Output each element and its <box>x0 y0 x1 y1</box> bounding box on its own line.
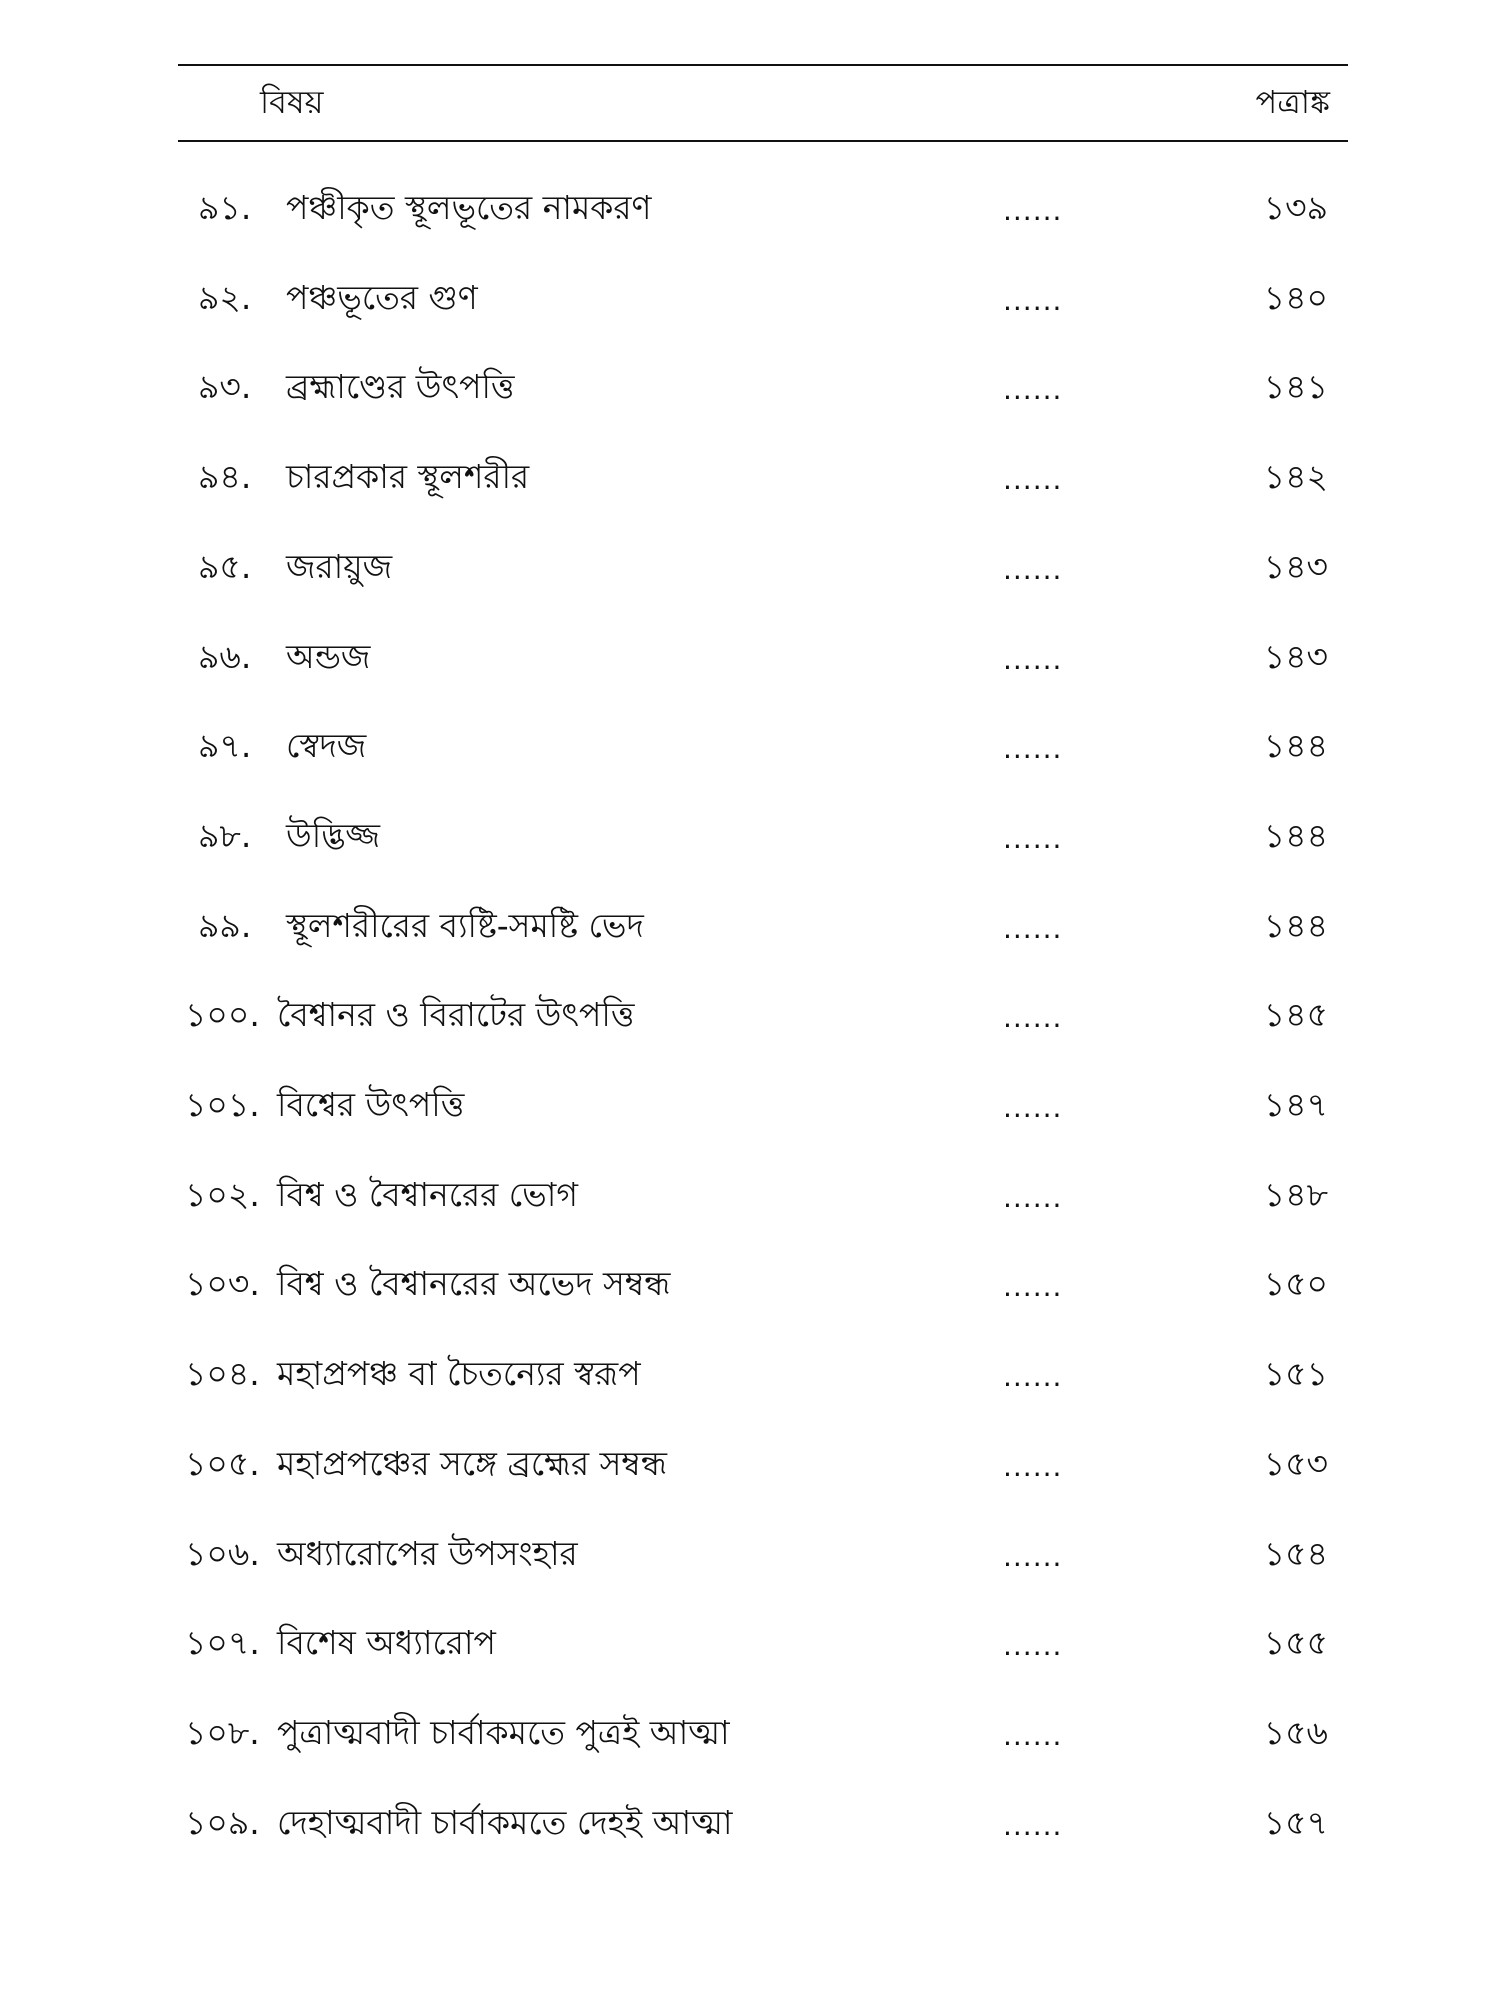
entry-page-number: ১৪৪ <box>1263 906 1328 945</box>
entry-number: ৯৯. <box>198 906 252 945</box>
toc-entry <box>0 1434 1500 1494</box>
entry-page-number: ১৪৮ <box>1263 1175 1328 1214</box>
toc-entry <box>0 447 1500 507</box>
entry-page-number: ১৫৫ <box>1263 1623 1328 1662</box>
toc-entry <box>0 1613 1500 1673</box>
entry-page-number: ১৫৭ <box>1263 1803 1328 1842</box>
entry-leader-dots: ...... <box>1003 463 1063 496</box>
entry-page-number: ১৪৭ <box>1263 1085 1328 1124</box>
entry-title: মহাপ্রপঞ্চ বা চৈতন্যের স্বরূপ <box>277 1354 641 1393</box>
toc-entry <box>0 1254 1500 1314</box>
entry-leader-dots: ...... <box>1003 1360 1063 1393</box>
toc-entry <box>0 1344 1500 1404</box>
entry-number: ১০২. <box>185 1175 260 1214</box>
entry-number: ৯৪. <box>198 457 252 496</box>
entry-leader-dots: ...... <box>1003 1629 1063 1662</box>
toc-entry <box>0 1793 1500 1853</box>
entry-number: ৯২. <box>198 278 252 317</box>
entry-title: বিশেষ অধ্যারোপ <box>277 1623 496 1662</box>
entry-page-number: ১৩৯ <box>1263 188 1328 227</box>
entry-leader-dots: ...... <box>1003 1001 1063 1034</box>
toc-entry <box>0 1524 1500 1584</box>
entry-number: ৯৮. <box>198 816 252 855</box>
entry-leader-dots: ...... <box>1003 373 1063 406</box>
entry-number: ৯৭. <box>198 726 252 765</box>
entry-title: স্থূলশরীরের ব্যষ্টি-সমষ্টি ভেদ <box>286 906 644 945</box>
entry-leader-dots: ...... <box>1003 1091 1063 1124</box>
entry-page-number: ১৫৬ <box>1263 1713 1328 1752</box>
entry-number: ১০৯. <box>185 1803 260 1842</box>
toc-entry <box>0 806 1500 866</box>
entry-page-number: ১৪০ <box>1263 278 1328 317</box>
subject-column-header: বিষয় <box>260 83 324 121</box>
entry-number: ১০৭. <box>185 1623 260 1662</box>
entry-number: ১০৮. <box>185 1713 260 1752</box>
entry-title: মহাপ্রপঞ্চের সঙ্গে ব্রহ্মের সম্বন্ধ <box>277 1444 668 1483</box>
entry-page-number: ১৪৫ <box>1263 995 1328 1034</box>
entry-leader-dots: ...... <box>1003 912 1063 945</box>
entry-title: বিশ্ব ও বৈশ্বানরের অভেদ সম্বন্ধ <box>277 1264 671 1303</box>
entry-leader-dots: ...... <box>1003 732 1063 765</box>
entry-number: ১০১. <box>185 1085 260 1124</box>
entry-page-number: ১৪১ <box>1263 367 1328 406</box>
toc-entry <box>0 1075 1500 1135</box>
entry-leader-dots: ...... <box>1003 194 1063 227</box>
entry-number: ১০৩. <box>185 1264 260 1303</box>
entry-leader-dots: ...... <box>1003 1719 1063 1752</box>
entry-leader-dots: ...... <box>1003 643 1063 676</box>
entry-title: উদ্ভিজ্জ <box>286 816 381 855</box>
entry-number: ৯৬. <box>198 637 252 676</box>
entry-number: ১০০. <box>185 995 260 1034</box>
toc-entry <box>0 985 1500 1045</box>
entry-title: পঞ্চভূতের গুণ <box>286 278 478 317</box>
entry-leader-dots: ...... <box>1003 1809 1063 1842</box>
entry-page-number: ১৫৪ <box>1263 1534 1328 1573</box>
entry-title: বিশ্বের উৎপত্তি <box>277 1085 465 1124</box>
entry-title: বিশ্ব ও বৈশ্বানরের ভোগ <box>277 1175 578 1214</box>
entry-leader-dots: ...... <box>1003 284 1063 317</box>
entry-number: ৯৩. <box>198 367 252 406</box>
entry-page-number: ১৫০ <box>1263 1264 1328 1303</box>
toc-entry <box>0 357 1500 417</box>
entry-page-number: ১৪৪ <box>1263 726 1328 765</box>
entry-number: ৯৫. <box>198 547 252 586</box>
entry-title: পঞ্চীকৃত স্থূলভূতের নামকরণ <box>286 188 652 227</box>
entry-leader-dots: ...... <box>1003 1450 1063 1483</box>
toc-entry <box>0 178 1500 238</box>
entry-page-number: ১৪৩ <box>1263 547 1328 586</box>
entry-page-number: ১৫১ <box>1263 1354 1328 1393</box>
entry-leader-dots: ...... <box>1003 1181 1063 1214</box>
toc-entry <box>0 896 1500 956</box>
entry-number: ১০৪. <box>185 1354 260 1393</box>
entry-page-number: ১৪৪ <box>1263 816 1328 855</box>
entry-leader-dots: ...... <box>1003 1270 1063 1303</box>
entry-page-number: ১৪২ <box>1263 457 1328 496</box>
entry-title: অধ্যারোপের উপসংহার <box>277 1534 578 1573</box>
toc-entry <box>0 537 1500 597</box>
toc-entry <box>0 1703 1500 1763</box>
entry-number: ৯১. <box>198 188 252 227</box>
toc-entry <box>0 1165 1500 1225</box>
toc-entry <box>0 716 1500 776</box>
entry-title: জরায়ুজ <box>286 547 393 586</box>
toc-entry <box>0 627 1500 687</box>
entry-number: ১০৫. <box>185 1444 260 1483</box>
entry-page-number: ১৫৩ <box>1263 1444 1328 1483</box>
entry-leader-dots: ...... <box>1003 822 1063 855</box>
entry-leader-dots: ...... <box>1003 1540 1063 1573</box>
entry-title: দেহাত্মবাদী চার্বাকমতে দেহই আত্মা <box>277 1803 733 1842</box>
toc-entry <box>0 268 1500 328</box>
entry-leader-dots: ...... <box>1003 553 1063 586</box>
entry-title: চারপ্রকার স্থূলশরীর <box>286 457 530 496</box>
entry-title: অন্ডজ <box>286 637 371 676</box>
page-column-header: পত্রাঙ্ক <box>1255 83 1330 121</box>
entry-title: স্বেদজ <box>286 726 367 765</box>
entry-title: বৈশ্বানর ও বিরাটের উৎপত্তি <box>277 995 635 1034</box>
entry-title: পুত্রাত্মবাদী চার্বাকমতে পুত্রই আত্মা <box>277 1713 730 1752</box>
entry-number: ১০৬. <box>185 1534 260 1573</box>
entry-page-number: ১৪৩ <box>1263 637 1328 676</box>
entry-title: ব্রহ্মাণ্ডের উৎপত্তি <box>286 367 515 406</box>
